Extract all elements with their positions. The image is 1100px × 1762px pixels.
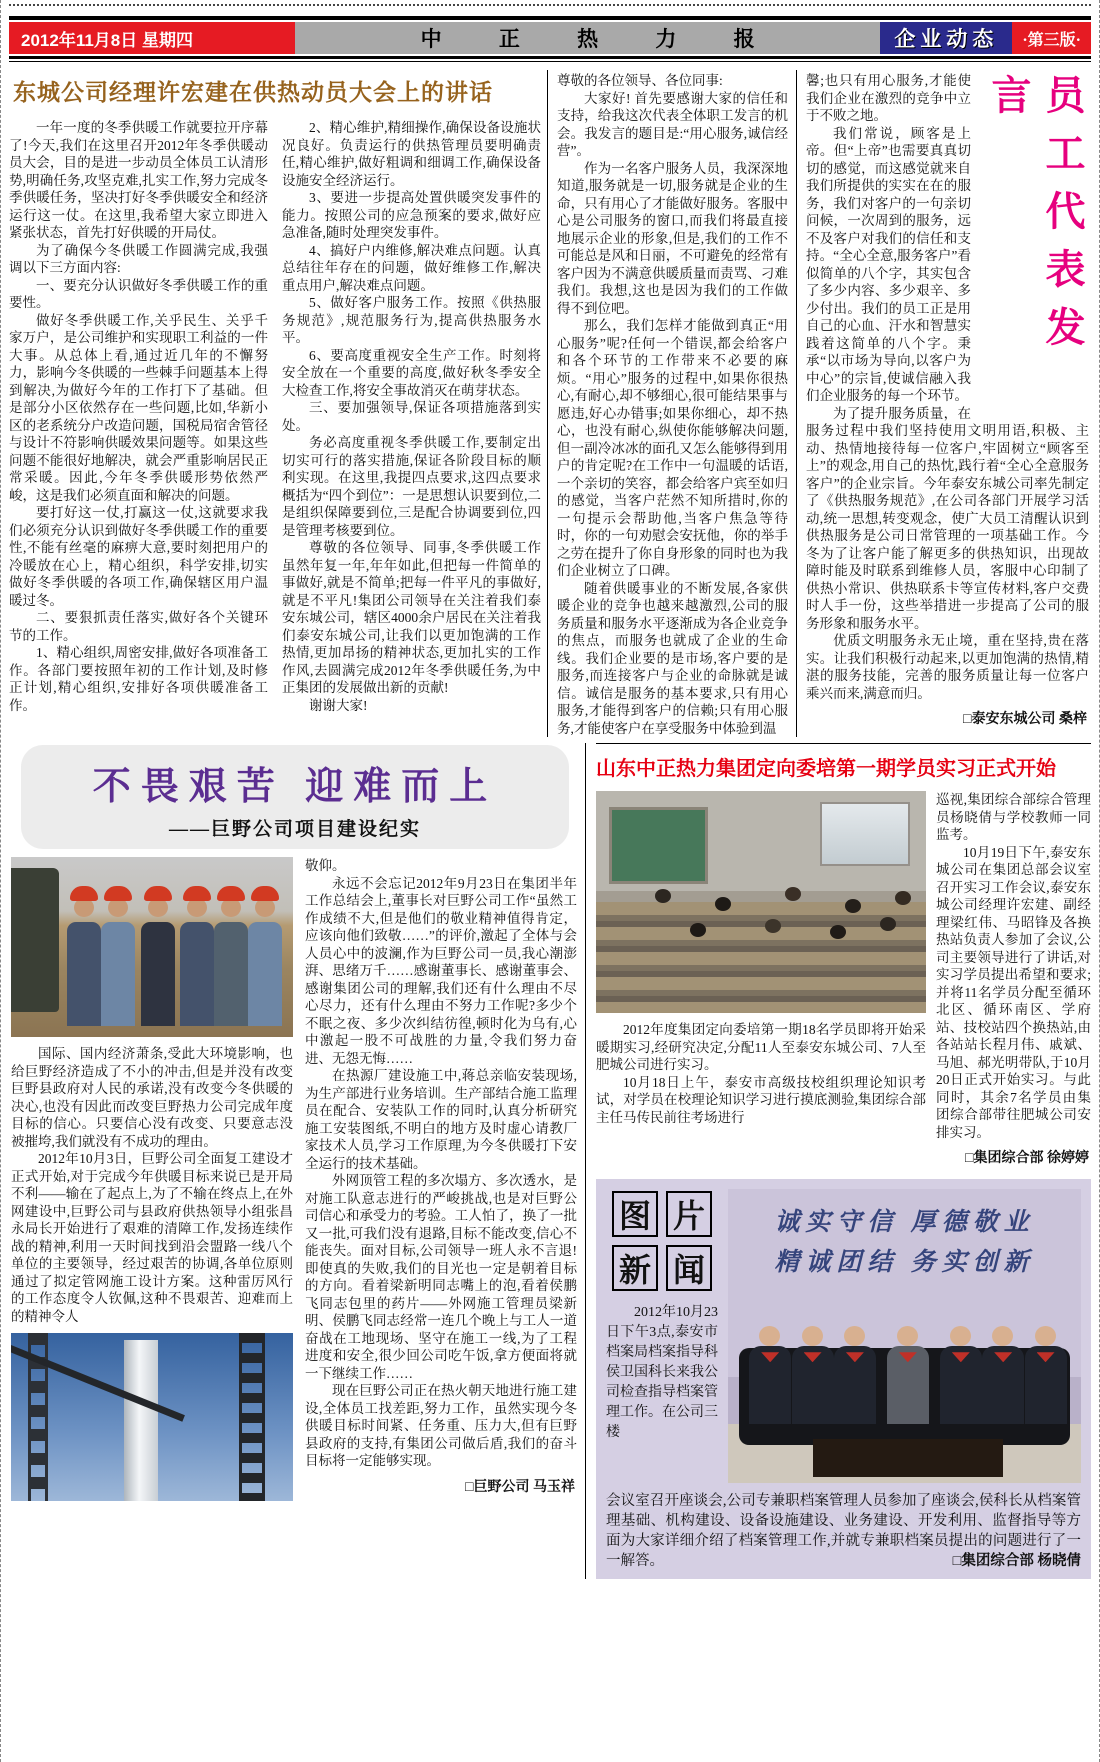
header-rule-thick: [9, 56, 1091, 59]
paragraph: 现在巨野公司正在热火朝天地进行施工建设,全体员工找差距,努力工作，虽然实现今冬供暖目标时间紧、任务重、压力大,但有巨野县政府的支持,有集团公司做后盾,我们的奋斗目标将一定能够实现。: [305, 1383, 577, 1468]
paragraph: 尊敬的各位领导、同事,冬季供暖工作虽然年复一年,年年如此,但把每一件简单的事做好,就是不简单;把每一件平凡的事做好,就是不平凡!集团公司领导在关注着我们泰安东城公司，辖区4000余户居民在关注着我们泰安东城公司,让我们以更加饱满的工作热情,更加昂扬的精神状态,更加扎实的工作作风,去圆满完成2012年冬季供暖任务,为中正集团的发展做出新的贡献!: [282, 540, 541, 695]
paragraph: 作为一名客户服务人员，我深深地知道,服务就是一切,服务就是企业的生命，只有用心了才能做好服务。客服中心是公司服务的窗口,而我们将最直接地展示企业的形象,但是,我们的工作不可能总是风和日丽，不可避免的经常有客户因为不满意供暖质量而责骂、刁难我们。我想,这也是因为我们的工作做得不到位吧。: [557, 160, 788, 316]
paragraph: 三、要加强领导,保证各项措施落到实处。: [282, 400, 541, 433]
archive-meeting-photo: [728, 1189, 1081, 1483]
label-character-box: 闻: [666, 1245, 712, 1291]
label-character-box: 片: [666, 1191, 712, 1237]
juye-column-1-text: [11, 1045, 293, 1325]
interns-article-title: 山东中正热力集团定向委培第一期学员实习正式开始: [596, 758, 1056, 780]
speech-column-1: [9, 119, 268, 714]
seated-person-figure: [834, 1346, 876, 1424]
paragraph: 1、精心组织,周密安排,做好各项准备工作。各部门要按照年初的工作计划,及时修正计划,精心组织,安排好各项供暖准备工作。: [9, 645, 268, 713]
paragraph: 馨;也只有用心服务,才能使我们企业在激烈的竞争中立于不败之地。: [806, 73, 971, 123]
juye-title-banner: [21, 745, 569, 849]
paragraph: 3、要进一步提高处置供暖突发事件的能力。按照公司的应急预案的要求,做好应急准备,随时处理突发事件。: [282, 190, 541, 240]
juye-column-2-text: [305, 857, 577, 1470]
worker-figure: [101, 922, 135, 1026]
vertical-article-title: 员工代表发言: [986, 74, 1084, 364]
article-interns-training: [596, 743, 1091, 1167]
paragraph: 随着供暖事业的不断发展,各家供暖企业的竞争也越来越激烈,公司的服务质量和服务水平逐渐成为各企业竞争的焦点，而服务也就成了企业的生命线。我们企业要的是市场,客户要的是服务,而连接客户与企业的命脉就是诚信。诚信是服务的基本要求,只有用心服务,才能得到客户的信赖;只有用心服务,才能使客户在享受服务中体验到温: [557, 580, 788, 736]
chimney-construction-photo: [11, 1333, 293, 1501]
photo-student-heads: [655, 889, 671, 903]
paragraph: 国际、国内经济萧条,受此大环境影响，也给巨野经济造成了不小的冲击,但是并没有改变巨野县政府对人民的承诺,没有改变今冬供暖的决心,也没有因此而改变巨野热力公司完成年度目标的信心。只要信心没有改变、只要意志没被摧垮,我们就没有不成功的理由。: [11, 1046, 293, 1149]
photo-chalkboard-shape: [609, 807, 708, 885]
interns-caption-text: [596, 1021, 926, 1126]
paragraph: 永远不会忘记2012年9月23日在集团半年工作总结会上,董事长对巨野公司工作“虽然工作成绩不大,但是他们的敬业精神值得肯定，应该向他们致敬……”的评价,激起了全体与会人员心中的波澜,作为巨野公司一员,我心潮澎湃、思绪万千……感谢董事长、感谢董事会、感谢集团公司的理解,我们还有什么理由不尽心尽力，还有什么理由不努力工作呢?多少个不眠之夜、多少次纠结彷徨,顿时化为乌有,心中激起一股不可战胜的力量,令我们努力奋进、无怨无悔……: [305, 875, 577, 1066]
speech-column-2: [282, 119, 541, 714]
paragraph: 6、要高度重视安全生产工作。时刻将安全放在一个重要的高度,做好秋冬季安全大检查工作,将安全事故消灭在萌芽状态。: [282, 347, 541, 398]
photo-crane-mast: [239, 1333, 264, 1501]
juye-columns: [9, 857, 579, 1501]
header-rule-top: [9, 16, 1091, 20]
employee-speech-column-2: [796, 70, 1091, 737]
seated-person-figure: [940, 1346, 982, 1424]
photo-news-label: [612, 1191, 712, 1291]
article-title-manager-speech: 东城公司经理许宏建在供热动员大会上的讲话: [13, 79, 493, 105]
construction-site-meeting-photo: [11, 857, 293, 1037]
juye-column-2: [305, 857, 577, 1501]
juye-column-1: [11, 857, 293, 1501]
worker-figure: [214, 922, 248, 1026]
paragraph: 2012年度集团定向委培第一期18名学员即将开始采暖期实习,经研究决定,分配11人至泰安东城公司、7人至肥城公司进行实习。: [596, 1022, 926, 1072]
photo-news-box: [596, 1179, 1091, 1579]
employee-speech-column-1: [548, 70, 796, 737]
photo-news-body: 会议室召开座谈会,公司专兼职档案管理人员参加了座谈会,侯科长从档案管理基础、机构建设、设备设施建设、业务建设、开发利用、监督指导等方面为大家详细介绍了档案管理工作,并就专兼职档案员提出的问题进行了一一解答。: [606, 1493, 1081, 1569]
paragraph: 10月19日下午,泰安东城公司在集团总部会议室召开实习工作会议,泰安东城公司经理许宏建、副经理梁红伟、马昭锋及各换热站负责人参加了会议,公司主要领导进行了讲话,对实习学员提出希望和要求;并将11名学员分配至循环北区、循环南区、学府站、技校站四个换热站,由各站站长程月伟、戚斌、马旭、郝光明带队,于10月20日正式开始实习。与此同时，其余7名学员由集团综合部带往肥城公司安排实习。: [936, 844, 1091, 1140]
seated-person-figure: [749, 1346, 791, 1424]
worker-figure: [248, 922, 282, 1026]
interns-left-column: [596, 791, 926, 1167]
byline-photo-news: □集团综合部 杨晓倩: [952, 1553, 1081, 1569]
page-number-badge: ·第三版·: [1012, 22, 1091, 54]
byline-juye: □巨野公司 马玉祥: [465, 1479, 575, 1495]
photo-chimney-shape: [124, 1340, 158, 1501]
header-rule-thin: [9, 61, 1091, 62]
byline-employee-speech: □泰安东城公司 桑梓: [963, 712, 1087, 727]
label-character-box: 新: [612, 1245, 658, 1291]
paragraph: 4、搞好户内维修,解决难点问题。认真总结往年存在的问题，做好维修工作,解决重点用户,解决难点问题。: [282, 242, 541, 293]
photo-news-grid: [606, 1189, 1081, 1483]
interns-article-body: [596, 791, 1091, 1167]
paragraph: 要打好这一仗,打赢这一仗,这就要求我们必须充分认识到做好冬季供暖工作的重要性,不能有丝毫的麻痹大意,要时刻把用户的冷暖放在心上，精心组织，科学安排,切实做好冬季供暖的各项工作,确保辖区用户温暖过冬。: [9, 505, 268, 608]
article-columns: [9, 119, 541, 714]
wall-calligraphy: [728, 1189, 1081, 1283]
seated-person-figure: [1025, 1346, 1067, 1424]
article-employee-representative: [547, 70, 1091, 737]
paragraph: 那么，我们怎样才能做到真正“用心服务”呢?任何一个错误,都会给客户和各个环节的工作带来不必要的麻烦。“用心”服务的过程中,如果你很热心,有耐心,却不够细心,很可能结果事与愿违,好心办错事;如果你细心，却不热心，也没有耐心,纵使你能够解决问题,但一副冷冰冰的面孔又怎么能够得到用户的肯定呢?在工作中一句温暖的话语,一个亲切的笑容，都会给客户宾至如归的感觉，当客户茫然不知所措时,你的一句提示会帮助他,当客户焦急等待时，你的一句劝慰会安抚他，你的举手之劳在提升了你自身形象的同时也为我们企业树立了口碑。: [557, 318, 788, 578]
byline-interns: □集团综合部 徐婷婷: [965, 1151, 1089, 1166]
top-articles-row: [9, 70, 1091, 737]
label-character-box: 图: [612, 1191, 658, 1237]
paragraph: 做好冬季供暖工作,关乎民生、关乎千家万户，是公司维护和实现职工利益的一件大事。从总体上看,通过近几年的不懈努力，影响今冬供暖的一些棘手问题基本上得到解决,为做好今年的工作打下了基础。但是部分小区依然存在一些问题,比如,华新小区的老系统分户改造问题，国税局宿舍管径与设计不符影响供暖效果问题等。如果这些问题不能很好地解决，就会严重影响居民正常采暖。因此,今年冬季供暖形势依然严峻，这是我们必须直面和解决的问题。: [9, 312, 268, 503]
article-juye-project: [9, 743, 585, 1579]
bottom-articles-row: [9, 743, 1091, 1579]
worker-figure: [67, 922, 101, 1026]
paragraph: 务必高度重视冬季供暖工作,要制定出切实可行的落实措施,保证各阶段目标的顺利实现。在这里,我提四点要求,这四点要求概括为“四个到位”：一是思想认识要到位,二是组织保障要到位,三是配合协调要到位,四是管理考核要到位。: [282, 435, 541, 538]
article-manager-speech: [9, 70, 547, 737]
paragraph: 在热源厂建设施工中,蒋总亲临安装现场,为生产部进行业务培训。生产部结合施工监理员在配合、安装队工作的同时,认真分析研究施工安装图纸,不明白的地方及时虚心请教厂家技术人员,学习工作原理,为今冬供暖打下安全运行的技术基础。: [305, 1068, 577, 1171]
photo-table-shape: [813, 1439, 1004, 1477]
paragraph: 二、要狠抓责任落实,做好各个关键环节的工作。: [9, 610, 268, 643]
worker-figure: [180, 922, 214, 1026]
photo-window-shape: [820, 802, 910, 866]
masthead: [9, 22, 1091, 54]
seated-person-figure: [792, 1346, 834, 1424]
photo-desk-rows: [596, 902, 926, 1013]
date-label: 2012年11月8日 星期四: [9, 22, 295, 54]
interns-right-text: [936, 791, 1091, 1141]
photo-news-left-column: [606, 1189, 718, 1483]
paragraph: 为了确保今冬供暖工作圆满完成,我强调以下三方面内容:: [9, 242, 268, 275]
paragraph: 为了提升服务质量，在服务过程中我们坚持使用文明用语,积极、主动、热情地接待每一位客户,牢固树立“顾客至上”的观念,用自己的热忱,践行着“全心全意服务客户”的企业宗旨。今年泰安东城公司率先制定了《供热服务规范》,在公司各部门开展学习活动,统一思想,转变观念，使广大员工清醒认识到供热服务是公司日常管理的一项基础工作。今冬为了让客户能了解更多的供热知识，出现故障时能及时联系到维修人员，客服中心印制了供热小常识、供热联系卡等宣传材料,客户交费时人手一份，这些举措进一步提高了公司的服务形象和服务水平。: [806, 405, 1089, 631]
calligraphy-line: 诚实守信 厚德敬业: [774, 1209, 1035, 1236]
paragraph: 优质文明服务永无止境，重在坚持,贵在落实。让我们积极行动起来,以更加饱满的热情,精湛的服务技能，完善的服务质量让每一位客户乘兴而来,满意而归。: [806, 633, 1089, 701]
calligraphy-line: 精诚团结 务实创新: [774, 1249, 1035, 1276]
paragraph: 尊敬的各位领导、各位同事:: [557, 73, 723, 88]
seated-person-figure: [982, 1346, 1024, 1424]
paragraph: 一、要充分认识做好冬季供暖工作的重要性。: [9, 277, 268, 310]
paragraph: 外网顶管工程的多次塌方、多次透水，是对施工队意志进行的严峻挑战,也是对巨野公司信心和承受力的考验。工人怕了，换了一批又一批,可我们没有退路,目标不能改变,信心不能丧失。面对目标,公司领导一班人永不言退!即使真的失败,我们的目光也一定是朝着目标的方向。看着梁新明同志嘴上的泡,看着侯鹏飞同志包里的药片——外网施工管理员梁新明、侯鹏飞同志经常一连几个晚上与工人一道奋战在工地现场、坚守在施工一线,为了工程进度和安全,很少回公司吃午饭,拿方便面将就一下继续工作……: [305, 1173, 577, 1381]
photo-news-side-text: [606, 1303, 718, 1443]
paragraph: 巡视,集团综合部综合管理员杨晓倩与学校教师一同监考。: [936, 792, 1091, 842]
bottom-right-region: [585, 743, 1091, 1579]
juye-article-subtitle: ——巨野公司项目建设纪实: [168, 819, 421, 840]
classroom-exam-photo: [596, 791, 926, 1013]
seated-person-figure: [887, 1346, 929, 1424]
worker-figure: [141, 922, 175, 1026]
paragraph: 一年一度的冬季供暖工作就要拉开序幕了!今天,我们在这里召开2012年冬季供暖动员大会，目的是进一步动员全体员工认清形势,明确任务,攻坚克难,扎实工作,努力完成冬季供暖任务，坚决打好冬季供暖安全和经济运行这一仗。在这里,我希望大家立即进入紧张状态，首先打好供暖的开局仗。: [9, 120, 268, 240]
paragraph: 敬仰。: [305, 858, 346, 873]
paragraph: 我们常说，顾客是上帝。但“上帝”也需要真真切切的感觉，而这感觉就来自我们所提供的实实在在的服务，我们对客户的一句亲切问候，一次周到的服务，远不及客户对我们的信任和支持。“全心全意,服务客户”看似简单的八个字，其实包含了多少内容、多少艰辛、多少付出。我们的员工正是用自己的心血、汗水和智慧实践着这简单的八个字。秉承“以市场为导向,以客户为中心”的宗旨,使诚信融入我们企业服务的每一个环节。: [806, 125, 971, 403]
paragraph: 10月18日上午，泰安市高级技校组织理论知识考试，对学员在校理论知识学习进行摸底测验,集团综合部主任马传民前往考场进行: [596, 1074, 926, 1125]
paragraph: 5、做好客户服务工作。按照《供热服务规范》,规范服务行为,提高供热服务水平。: [282, 295, 541, 345]
paragraph: 2012年10月3日，巨野公司全面复工建设才正式开始,对于完成今年供暖目标来说已是开局不利——输在了起点上,为了不输在终点上,在外网建设中,巨野公司与县政府供热领导小组张昌永局长开始进行了艰难的清障工作,发扬连续作战的精神,利用一天时间找到沿会盟路一线八个单位的主要领导，经过艰苦的协调,各单位原则通过了拟定管网施工设计方案。这种雷厉风行的工作态度令人钦佩,这种不畏艰苦、迎难而上的精神令人: [11, 1151, 293, 1324]
newspaper-title: 中 正 热 力 报: [295, 22, 880, 54]
photo-news-bottom-text: [606, 1491, 1081, 1571]
interns-right-column: [936, 791, 1091, 1167]
page-top-dotted-border: [9, 4, 1091, 16]
section-name-badge: 企业动态: [880, 22, 1012, 54]
photo-truck-shape: [11, 868, 59, 1012]
juye-article-title: 不畏艰苦 迎难而上: [92, 766, 498, 808]
paragraph: 大家好! 首先要感谢大家的信任和支持，给我这次代表全体职工发言的机会。我发言的题目是:“用心服务,诚信经营”。: [557, 90, 788, 158]
paragraph: 2012年10月23日下午3点,泰安市档案局档案指导科侯卫国科长来我公司检查指导档案管理工作。在公司三楼: [606, 1305, 718, 1440]
paragraph: 2、精心维护,精细操作,确保设备设施状况良好。负责运行的供热管理员要明确责任,精心维护,做好粗调和细调工作,确保设备设施安全经济运行。: [282, 120, 541, 188]
paragraph: 谢谢大家!: [309, 697, 368, 713]
